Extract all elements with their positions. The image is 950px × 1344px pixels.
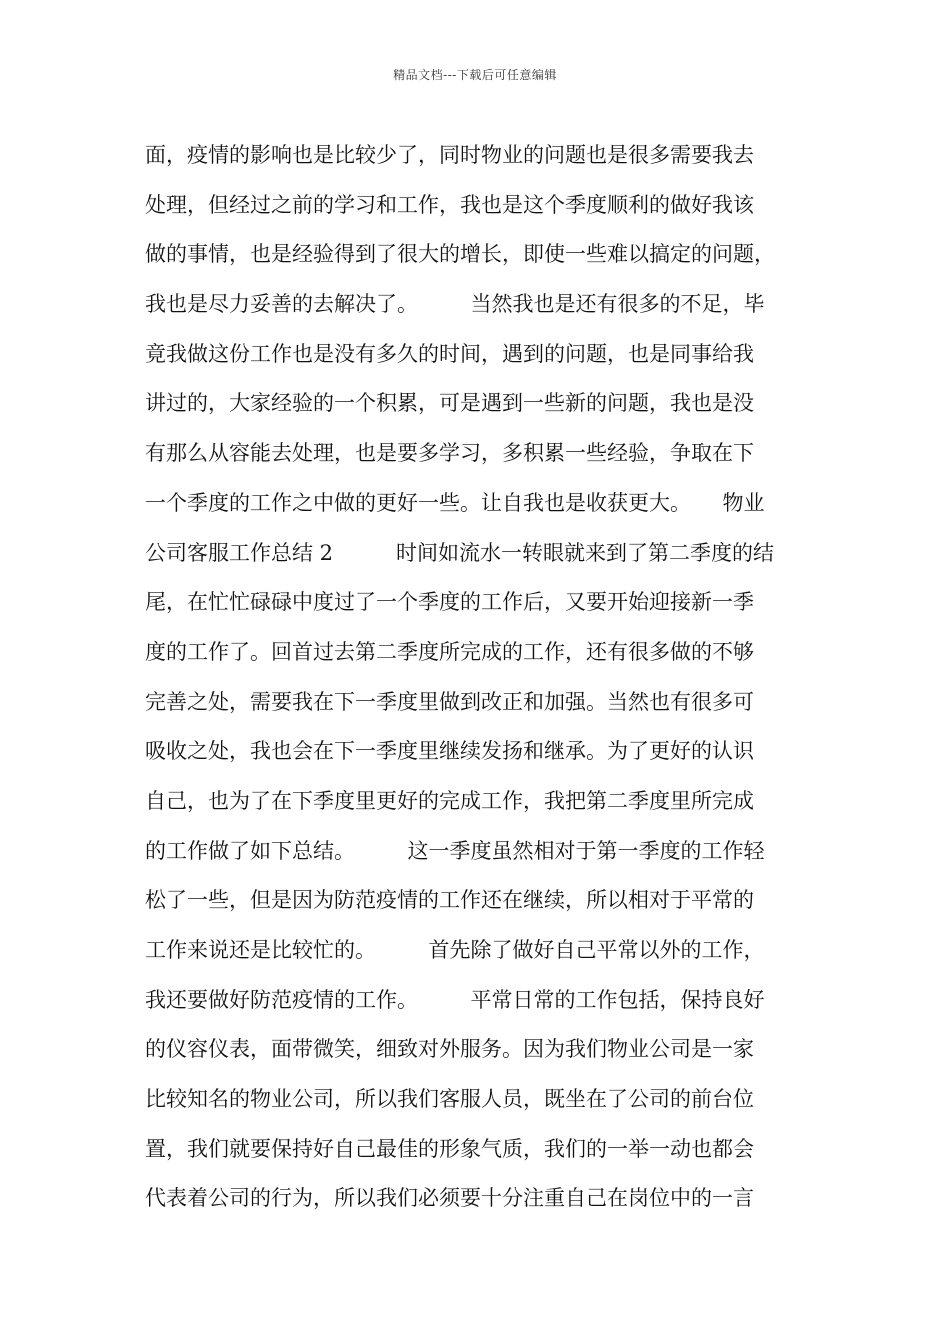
text-line: 置，我们就要保持好自己最佳的形象气质，我们的一举一动也都会 xyxy=(145,1136,754,1161)
text-line: 公司客服工作总结 2 时间如流水一转眼就来到了第二季度的结 xyxy=(145,540,775,565)
page-header: 精品文档---下载后可任意编辑 xyxy=(393,68,557,82)
text-line: 有那么从容能去处理，也是要多学习，多积累一些经验，争取在下 xyxy=(145,441,754,466)
document-body xyxy=(145,131,835,1224)
text-line: 讲过的，大家经验的一个积累，可是遇到一些新的问题，我也是没 xyxy=(145,391,754,416)
text-line: 处理，但经过之前的学习和工作，我也是这个季度顺利的做好我该 xyxy=(145,192,754,217)
text-line: 比较知名的物业公司，所以我们客服人员，既坐在了公司的前台位 xyxy=(145,1087,754,1112)
text-line: 的仪容仪表，面带微笑，细致对外服务。因为我们物业公司是一家 xyxy=(145,1037,754,1062)
text-line: 代表着公司的行为，所以我们必须要十分注重自己在岗位中的一言 xyxy=(145,1186,754,1211)
text-line: 竟我做这份工作也是没有多久的时间，遇到的问题，也是同事给我 xyxy=(145,341,754,366)
text-line: 自己，也为了在下季度里更好的完成工作，我把第二季度里所完成 xyxy=(145,788,754,813)
text-line: 吸收之处，我也会在下一季度里继续发扬和继承。为了更好的认识 xyxy=(145,739,754,764)
text-line: 度的工作了。回首过去第二季度所完成的工作，还有很多做的不够 xyxy=(145,639,754,664)
text-line: 的工作做了如下总结。 这一季度虽然相对于第一季度的工作轻 xyxy=(145,838,765,863)
text-line: 尾，在忙忙碌碌中度过了一个季度的工作后，又要开始迎接新一季 xyxy=(145,590,754,615)
text-line: 一个季度的工作之中做的更好一些。让自我也是收获更大。 物业 xyxy=(145,490,765,515)
text-line: 做的事情，也是经验得到了很大的增长，即使一些难以搞定的问题， xyxy=(145,242,775,267)
text-line: 我也是尽力妥善的去解决了。 当然我也是还有很多的不足，毕 xyxy=(145,292,765,317)
text-line: 面，疫情的影响也是比较少了，同时物业的问题也是很多需要我去 xyxy=(145,143,754,167)
text-line: 工作来说还是比较忙的。 首先除了做好自己平常以外的工作， xyxy=(145,938,765,962)
text-line: 松了一些，但是因为防范疫情的工作还在继续，所以相对于平常的 xyxy=(145,888,754,913)
text-line: 完善之处，需要我在下一季度里做到改正和加强。当然也有很多可 xyxy=(145,689,754,714)
text-line: 我还要做好防范疫情的工作。 平常日常的工作包括，保持良好 xyxy=(145,987,765,1012)
